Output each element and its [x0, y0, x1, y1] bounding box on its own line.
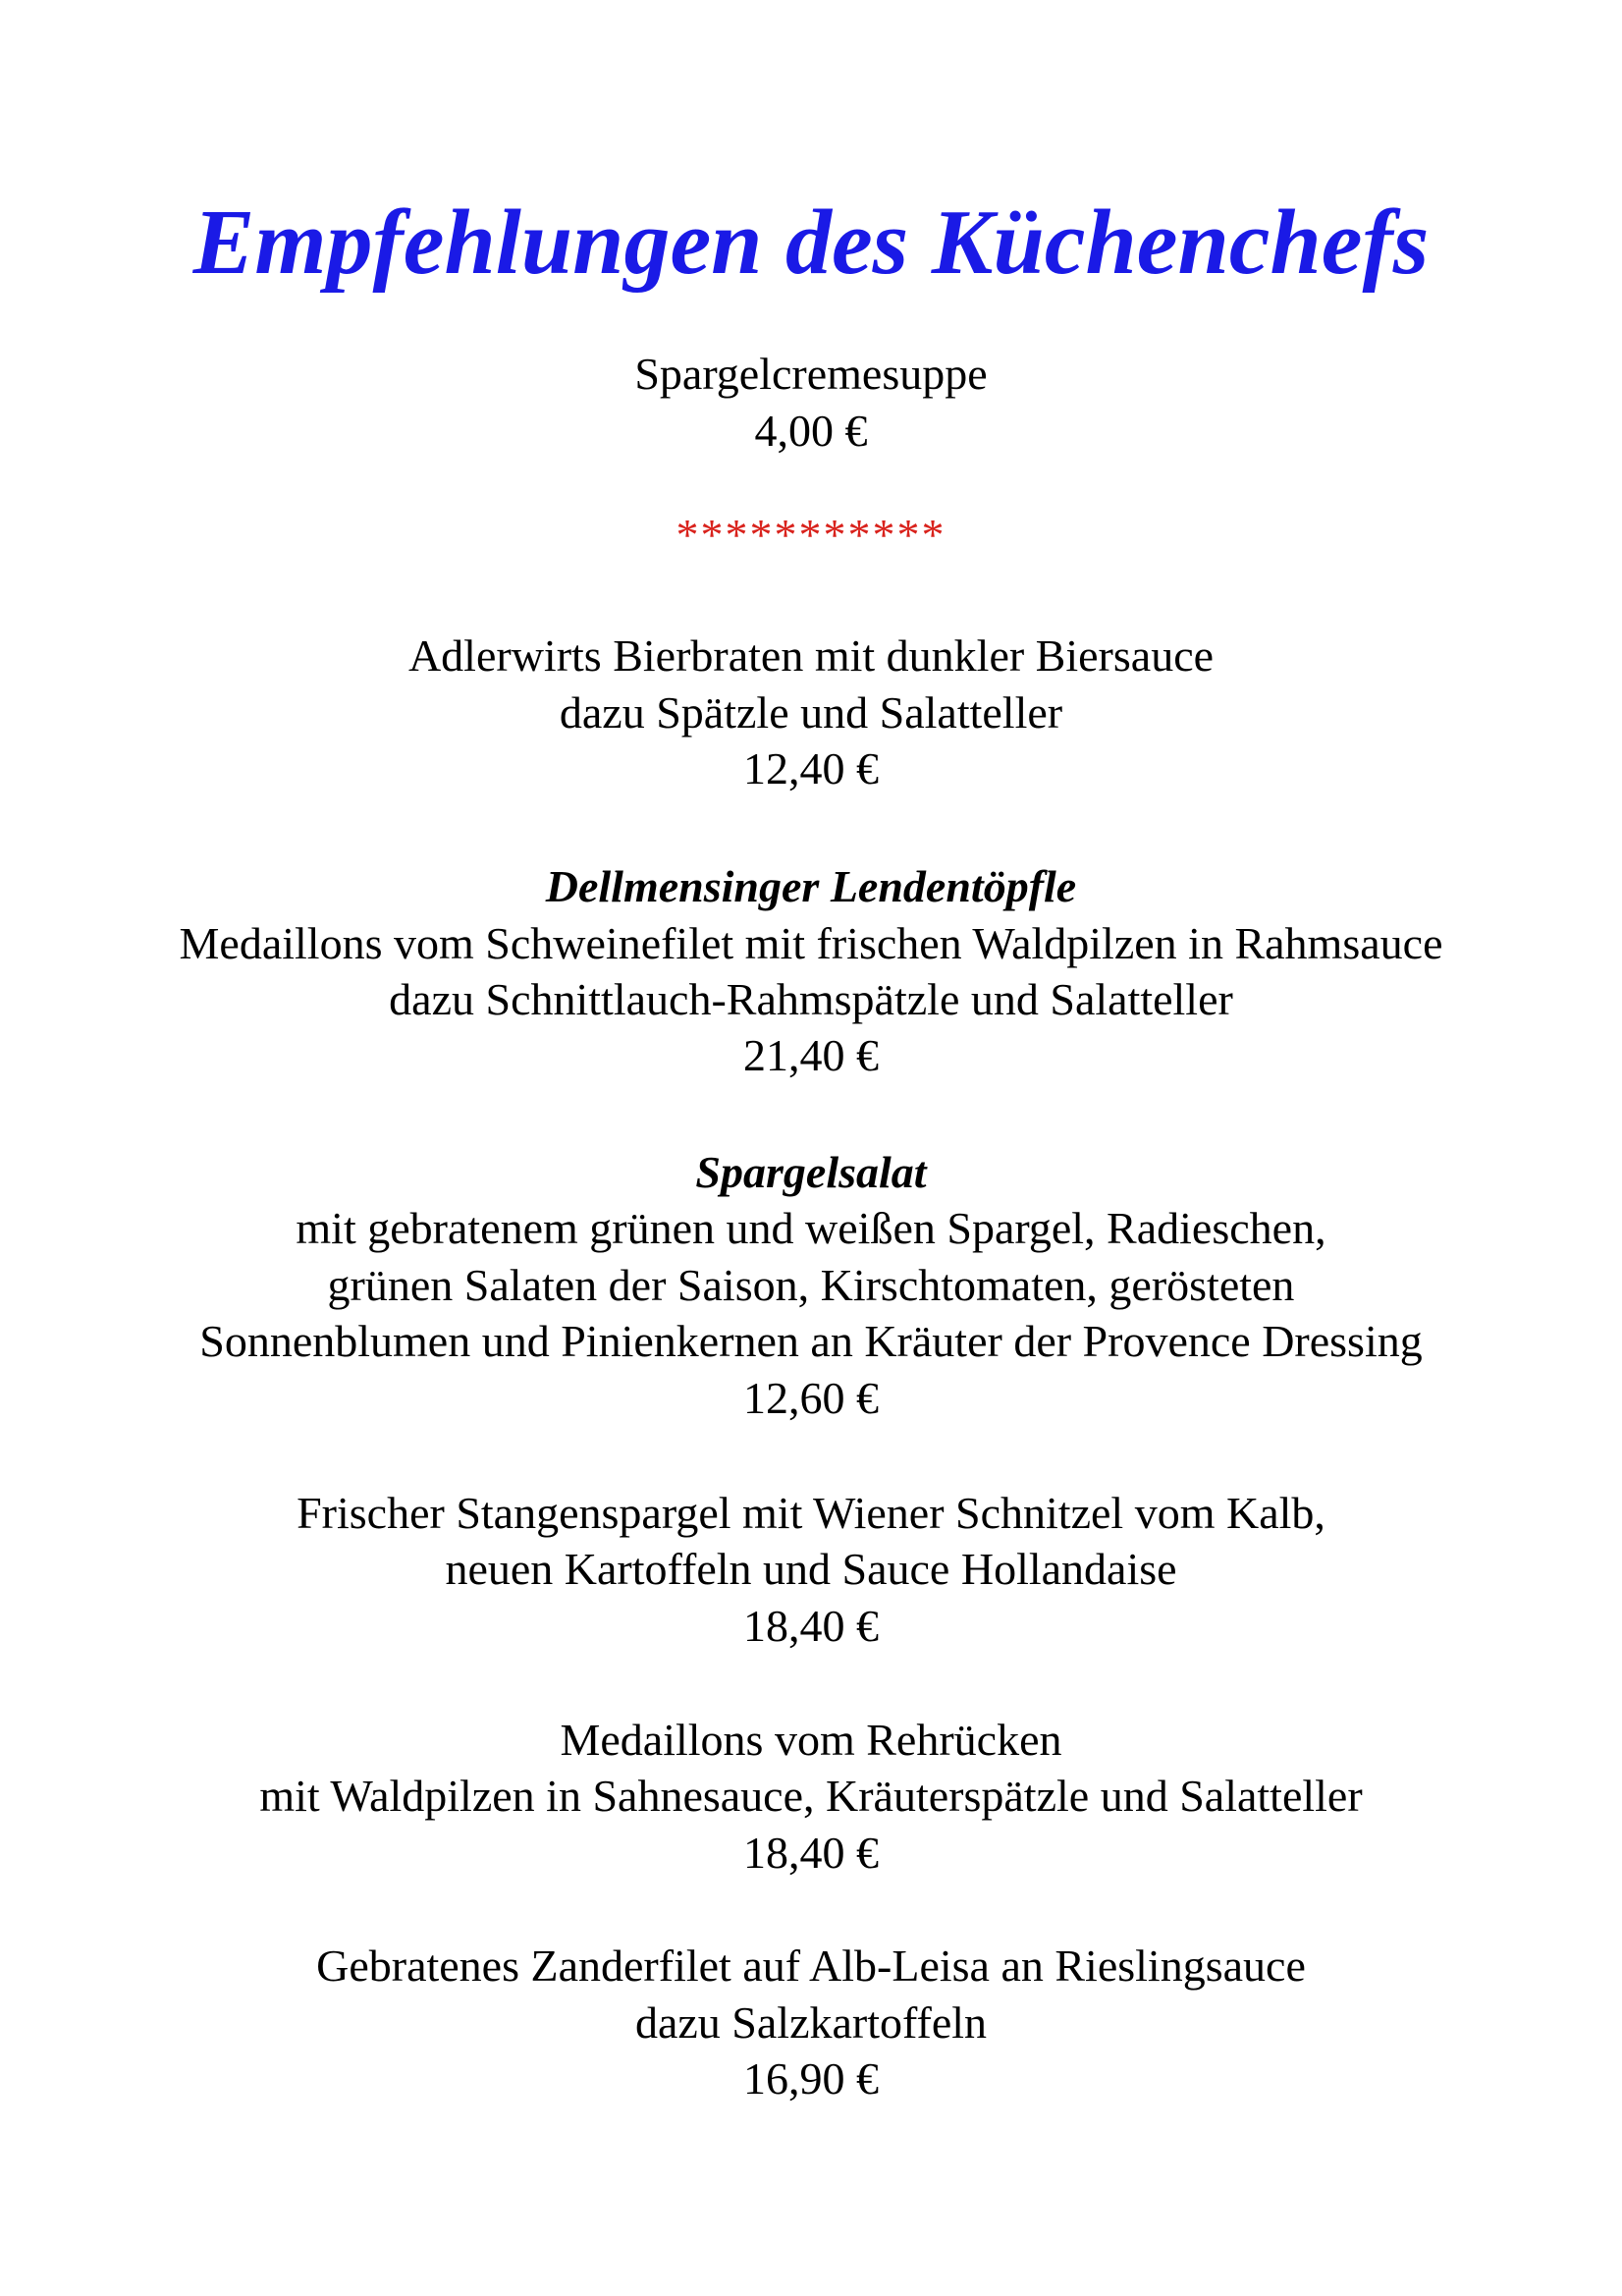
- dish-description: Frischer Stangenspargel mit Wiener Schnitzel vom Kalb,: [297, 1488, 1325, 1538]
- dish-price: 12,40 €: [743, 743, 879, 793]
- section-divider: ***********: [676, 510, 946, 560]
- dish-price: 4,00 €: [754, 406, 868, 456]
- dish-description: Spargelcremesuppe: [634, 349, 988, 399]
- dish-description: dazu Salzkartoffeln: [634, 1997, 988, 2048]
- dish-description: Medaillons vom Rehrücken: [560, 1715, 1062, 1765]
- dish-description: Medaillons vom Schweinefilet mit frischen Waldpilzen in Rahmsauce: [179, 918, 1443, 968]
- dish-price: 21,40 €: [743, 1030, 879, 1080]
- dish-name: Spargelsalat: [695, 1147, 927, 1197]
- dish-price: 18,40 €: [743, 1601, 879, 1651]
- menu-title: Empfehlungen des Küchenchefs: [192, 191, 1430, 294]
- dish-price: 12,60 €: [743, 1373, 879, 1423]
- dish-description: neuen Kartoffeln und Sauce Hollandaise: [445, 1544, 1177, 1594]
- dish-description: dazu Schnittlauch-Rahmspätzle und Salatteller: [389, 974, 1233, 1024]
- dish-description: Adlerwirts Bierbraten mit dunkler Biersauce: [407, 630, 1215, 681]
- dish-description: Sonnenblumen und Pinienkernen an Kräuter der Provence Dressing: [199, 1316, 1423, 1366]
- dish-description: mit Waldpilzen in Sahnesauce, Kräuterspätzle und Salatteller: [259, 1771, 1363, 1821]
- dish-price: 18,40 €: [743, 1828, 879, 1878]
- dish-description: grünen Salaten der Saison, Kirschtomaten, gerösteten: [327, 1260, 1295, 1310]
- dish-description: mit gebratenem grünen und weißen Spargel, Radieschen,: [296, 1203, 1326, 1253]
- dish-price: 16,90 €: [743, 2053, 879, 2104]
- dish-description: dazu Spätzle und Salatteller: [559, 687, 1063, 738]
- dish-name: Dellmensinger Lendentöpfle: [545, 861, 1077, 911]
- dish-description: Gebratenes Zanderfilet auf Alb-Leisa an Rieslingsauce: [316, 1941, 1306, 1991]
